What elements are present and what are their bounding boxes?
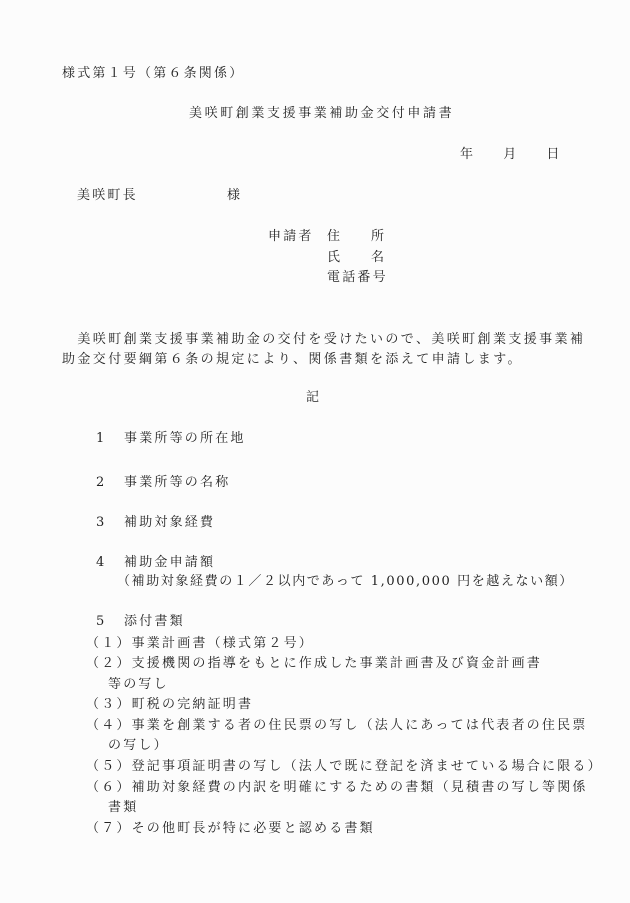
item-label: 添付書類 bbox=[124, 614, 185, 629]
item-number: 3 bbox=[96, 515, 107, 530]
attachment-number: （７） bbox=[86, 821, 132, 836]
statement-line-2: 助金交付要綱第６条の規定により、関係書類を添えて申請します。 bbox=[62, 352, 523, 367]
addressee bbox=[77, 188, 243, 204]
item-1 bbox=[96, 431, 246, 447]
attachment-text: 支援機関の指導をもとに作成した事業計画書及び資金計画書 bbox=[131, 656, 543, 671]
addressee-honorific: 様 bbox=[227, 188, 243, 203]
name-label-left: 氏 bbox=[327, 250, 343, 265]
name-label-right: 名 bbox=[371, 250, 387, 265]
attachment-number: （６） bbox=[86, 780, 132, 795]
date-month: 月 bbox=[503, 147, 519, 162]
item-label: 補助金申請額 bbox=[124, 555, 216, 570]
date-day: 日 bbox=[546, 147, 562, 162]
applicant-phone-label bbox=[327, 270, 388, 286]
ki-heading: 記 bbox=[306, 390, 322, 405]
attachment-7 bbox=[86, 821, 375, 837]
attachment-text: その他町長が特に必要と認める書類 bbox=[131, 821, 375, 836]
attachment-number: （２） bbox=[86, 656, 132, 671]
item-label: 補助対象経費 bbox=[124, 515, 216, 530]
attachment-6 bbox=[86, 780, 588, 796]
form-number: 様式第１号（第６条関係） bbox=[62, 66, 245, 81]
item-label: 事業所等の所在地 bbox=[124, 431, 246, 446]
item-number: 4 bbox=[96, 555, 107, 570]
address-label-left: 住 bbox=[327, 229, 343, 244]
attachment-number: （１） bbox=[86, 636, 132, 651]
item-number: 2 bbox=[96, 475, 107, 490]
applicant-name-label bbox=[327, 250, 387, 266]
attachment-number: （３） bbox=[86, 697, 132, 712]
attachment-3 bbox=[86, 697, 253, 713]
date-line bbox=[460, 147, 562, 163]
document-title: 美咲町創業支援事業補助金交付申請書 bbox=[189, 106, 455, 121]
attachment-text: 町税の完納証明書 bbox=[131, 697, 254, 712]
attachment-text: 登記事項証明書の写し（法人で既に登記を済ませている場合に限る） bbox=[131, 759, 603, 774]
address-label-right: 所 bbox=[371, 229, 387, 244]
applicant-address-label bbox=[327, 229, 387, 245]
attachment-2 bbox=[86, 656, 542, 672]
item-2 bbox=[96, 475, 230, 491]
attachment-number: （４） bbox=[86, 718, 132, 733]
item-number: 1 bbox=[96, 431, 107, 446]
attachment-4 bbox=[86, 718, 587, 734]
item-3 bbox=[96, 515, 215, 531]
attachment-1 bbox=[86, 636, 314, 652]
attachment-2-continued: 等の写し bbox=[108, 677, 169, 692]
attachment-text: 事業を創業する者の住民票の写し（法人にあっては代表者の住民票 bbox=[131, 718, 588, 733]
attachment-4-continued: の写し） bbox=[108, 738, 169, 753]
item-5 bbox=[96, 614, 185, 630]
item-number: 5 bbox=[96, 614, 107, 629]
attachment-text: 補助対象経費の内訳を明確にするための書類（見積書の写し等関係 bbox=[131, 780, 588, 795]
item-label: 事業所等の名称 bbox=[124, 475, 231, 490]
phone-label: 電話番号 bbox=[327, 270, 388, 285]
applicant-label: 申請者 bbox=[268, 229, 314, 244]
attachment-number: （５） bbox=[86, 759, 132, 774]
item-4-note: （補助対象経費の１／２以内であって 1,000,000 円を越えない額） bbox=[117, 574, 574, 589]
addressee-name: 美咲町長 bbox=[77, 188, 138, 203]
date-year: 年 bbox=[460, 147, 476, 162]
attachment-6-continued: 書類 bbox=[108, 800, 139, 815]
request-statement bbox=[62, 330, 586, 370]
attachment-5 bbox=[86, 759, 603, 775]
statement-line-1: 美咲町創業支援事業補助金の交付を受けたいので、美咲町創業支援事業補 bbox=[62, 332, 586, 347]
item-4 bbox=[96, 555, 215, 571]
attachment-text: 事業計画書（様式第２号） bbox=[131, 636, 315, 651]
